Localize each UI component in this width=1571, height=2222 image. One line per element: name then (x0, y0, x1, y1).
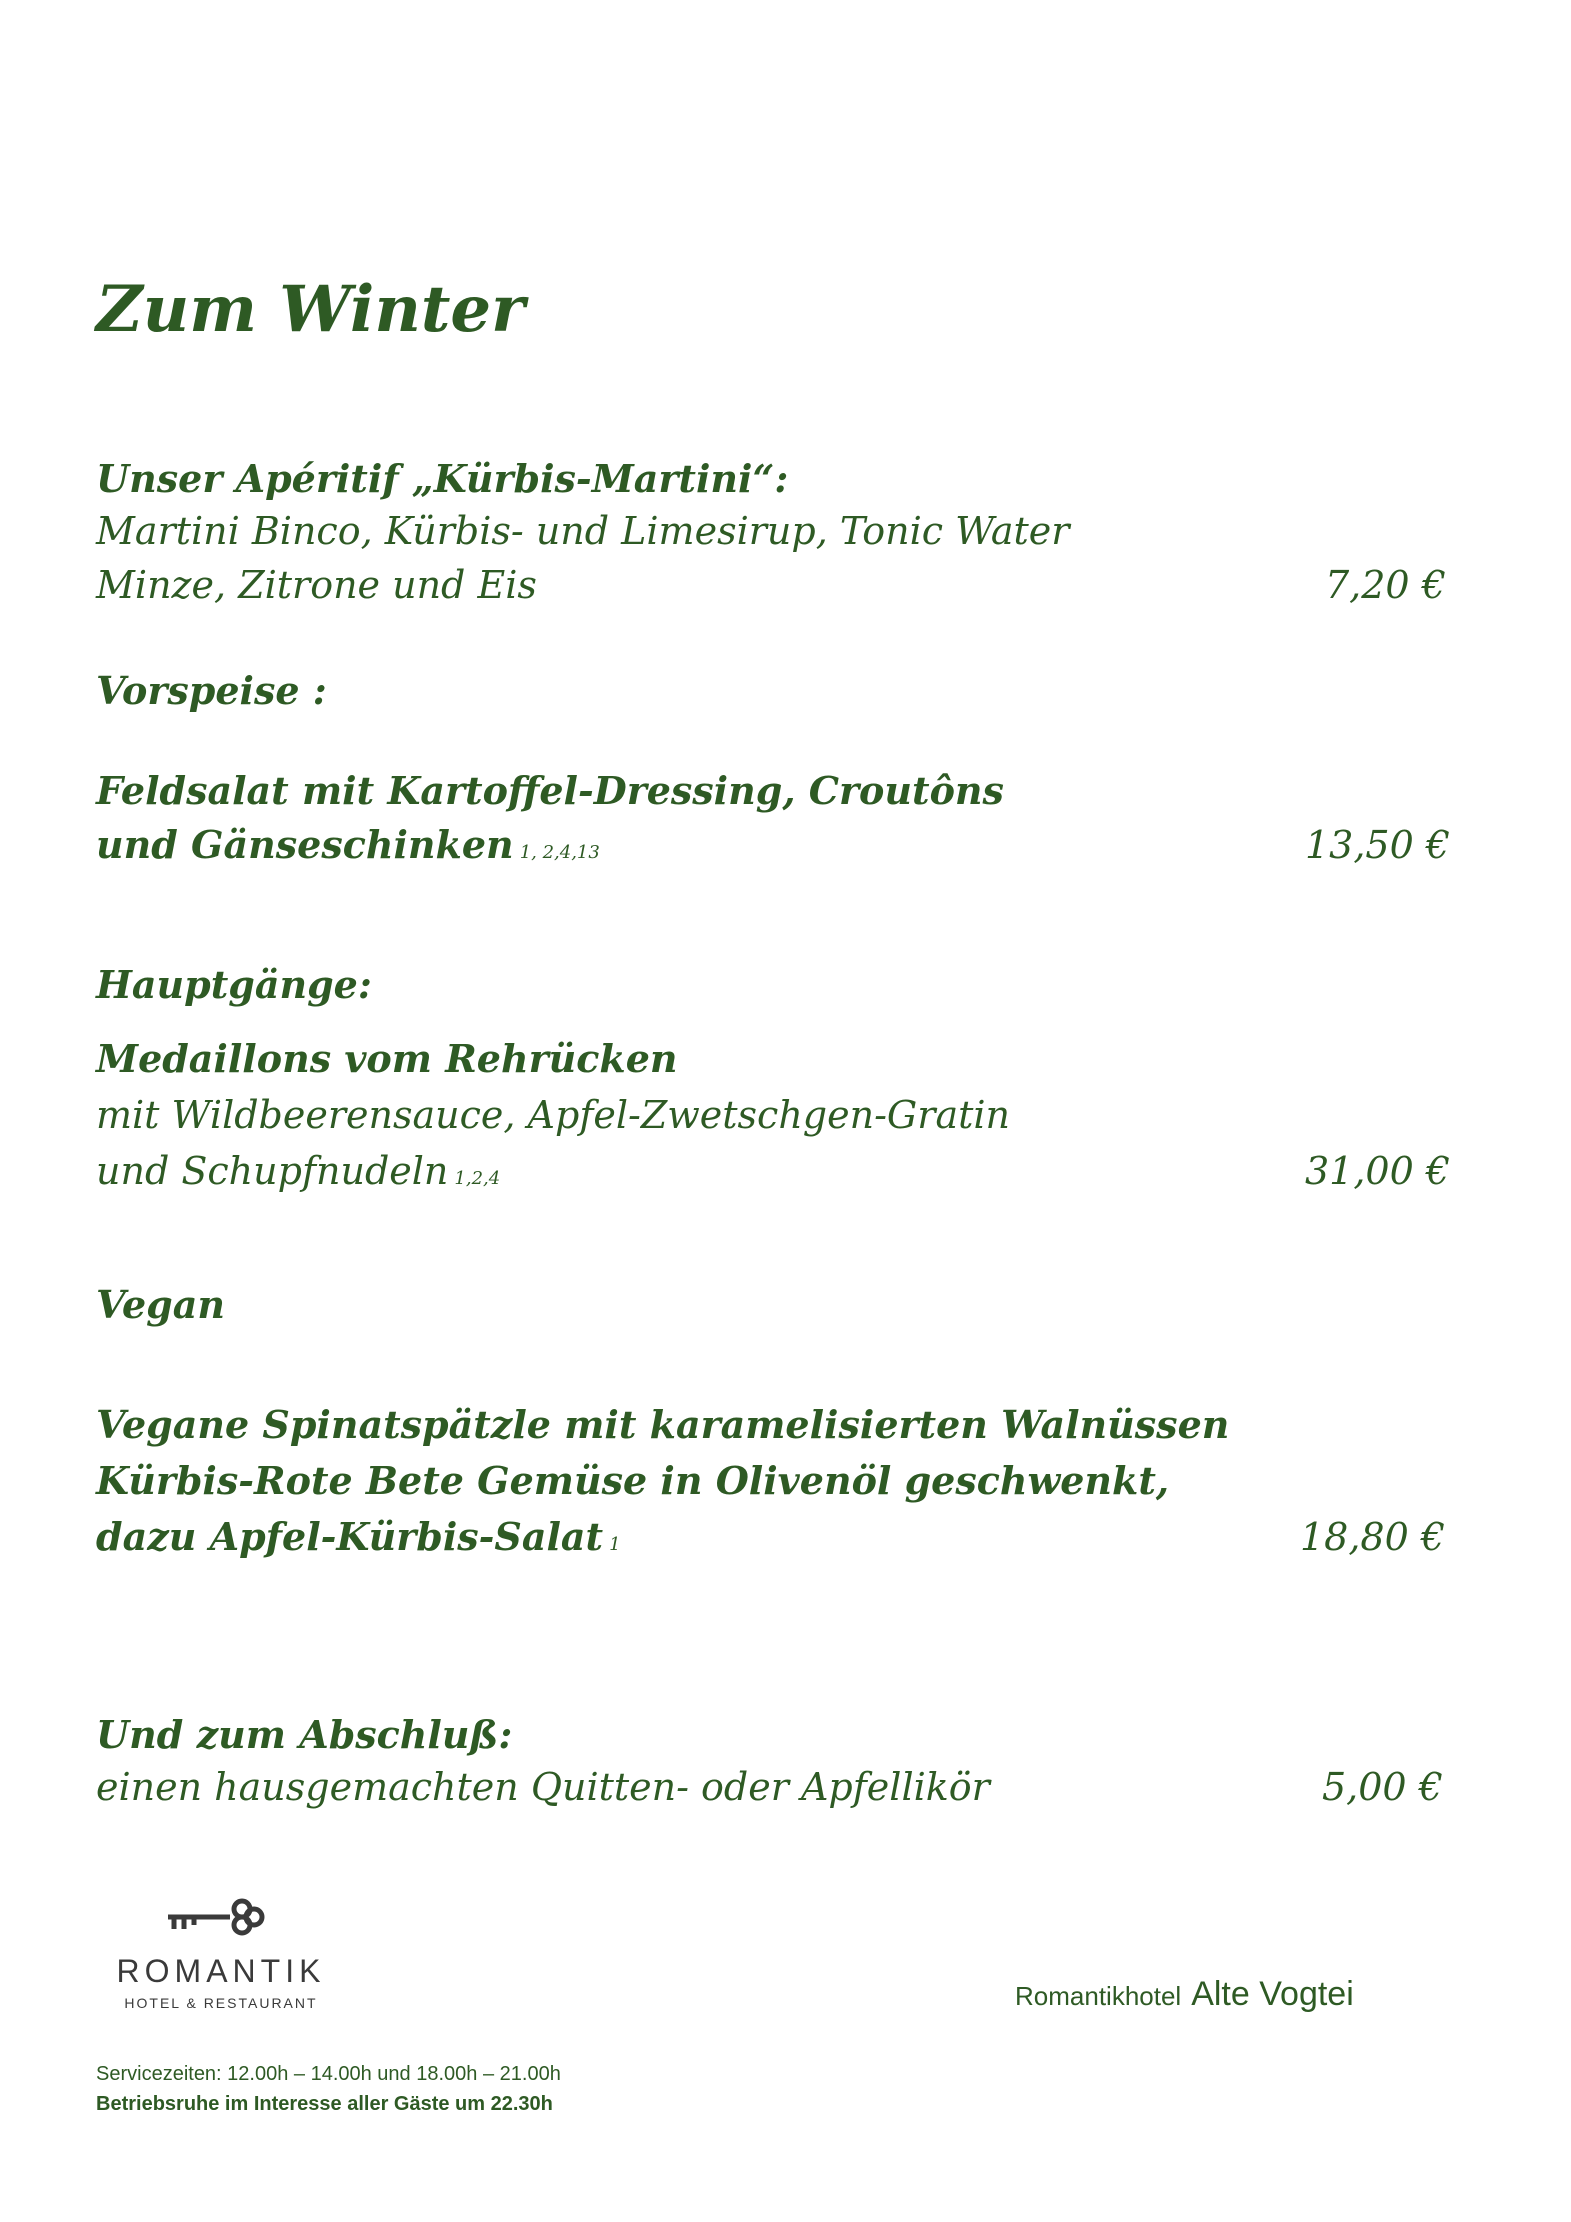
vegan-line-3: dazu Apfel-Kürbis-Salat (96, 1514, 604, 1559)
vegan-heading: Vegan (96, 1282, 225, 1327)
menu-title: Zum Winter (96, 272, 525, 347)
hotel-prefix: Romantikhotel (1015, 1981, 1182, 2011)
mains-allergens: 1,2,4 (454, 1168, 501, 1189)
starter-heading: Vorspeise : (96, 668, 327, 713)
vegan-line-1: Vegane Spinatspätzle mit karamelisierten Walnüssen (96, 1402, 1230, 1447)
aperitif-line-1: Martini Binco, Kürbis- und Limesirup, Tonic Water (96, 509, 1070, 553)
key-icon (168, 1895, 278, 1945)
closing-time-note: Betriebsruhe im Interesse aller Gäste um 22.30h (96, 2093, 553, 2115)
mains-line-2: mit Wildbeerensauce, Apfel-Zwetschgen-Gratin (96, 1093, 1011, 1137)
mains-line-3: und Schupfnudeln (96, 1149, 449, 1193)
logo-wordmark: ROMANTIK (116, 1953, 326, 1989)
mains-line-1: Medaillons vom Rehrücken (96, 1036, 678, 1081)
hotel-name (1015, 1975, 1354, 2014)
closing-price: 5,00 € (1322, 1765, 1443, 1809)
mains-heading: Hauptgänge: (96, 962, 372, 1007)
mains-price: 31,00 € (1305, 1149, 1451, 1193)
vegan-line-2: Kürbis-Rote Bete Gemüse in Olivenöl geschwenkt, (96, 1458, 1170, 1503)
starter-allergens: 1, 2,4,13 (519, 842, 600, 863)
vegan-line-3-row (96, 1514, 621, 1559)
service-hours: Servicezeiten: 12.00h – 14.00h und 18.00h – 21.00h (96, 2063, 561, 2085)
starter-line-2-row (96, 822, 600, 867)
starter-price: 13,50 € (1305, 823, 1451, 867)
aperitif-price: 7,20 € (1325, 563, 1446, 607)
closing-line-1: einen hausgemachten Quitten- oder Apfellikör (96, 1765, 990, 1809)
hotel-title: Alte Vogtei (1191, 1975, 1354, 2013)
aperitif-heading: Unser Apéritif „Kürbis-Martini“: (96, 456, 789, 501)
vegan-price: 18,80 € (1300, 1515, 1446, 1559)
closing-heading: Und zum Abschluß: (96, 1712, 513, 1757)
logo-subtitle: HOTEL & RESTAURANT (124, 1995, 318, 2011)
starter-line-2: und Gänseschinken (96, 822, 514, 867)
vegan-allergens: 1 (609, 1534, 621, 1555)
aperitif-line-2: Minze, Zitrone und Eis (96, 563, 537, 607)
mains-line-3-row (96, 1149, 501, 1193)
starter-line-1: Feldsalat mit Kartoffel-Dressing, Croutôns (96, 768, 1004, 813)
romantik-logo (96, 1895, 366, 2025)
